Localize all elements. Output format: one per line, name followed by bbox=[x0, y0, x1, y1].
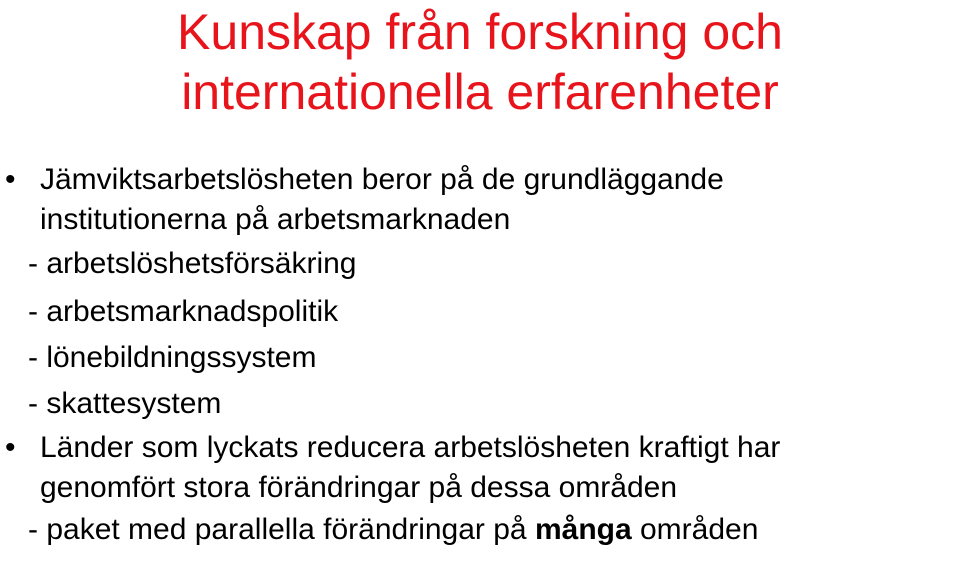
sub-item-1: - arbetslöshetsförsäkring bbox=[28, 247, 357, 280]
bullet-icon: • bbox=[5, 431, 16, 464]
bullet-item-1-text bbox=[40, 160, 960, 240]
bullet-icon: • bbox=[5, 163, 16, 196]
slide-body bbox=[0, 160, 960, 552]
bullet-item-1-line-2: institutionerna på arbetsmarknaden bbox=[40, 203, 511, 236]
sub-item-4: - skattesystem bbox=[28, 387, 222, 420]
final-sub-item bbox=[0, 508, 960, 552]
bullet-item-2-line-2: genomfört stora förändringar på dessa områden bbox=[40, 471, 678, 504]
slide-title bbox=[0, 0, 960, 122]
final-sub-item-emphasis: många bbox=[534, 513, 632, 546]
bullet-item-1 bbox=[0, 160, 960, 240]
bullet-item-2-line-1: Länder som lyckats reducera arbetslösheten kraftigt har bbox=[40, 431, 781, 464]
bullet-item-1-line-1: Jämviktsarbetslösheten beror på de grundläggande bbox=[40, 163, 724, 196]
sub-item-2: - arbetsmarknadspolitik bbox=[28, 295, 339, 328]
final-sub-item-prefix: - paket med parallella förändringar på bbox=[28, 513, 535, 546]
slide-title-line-2: internationella erfarenheter bbox=[181, 64, 779, 120]
bullet-item-2 bbox=[0, 428, 960, 508]
final-sub-item-suffix: områden bbox=[631, 513, 759, 546]
bullet-item-2-text bbox=[40, 428, 960, 508]
slide-title-line-1: Kunskap från forskning och bbox=[177, 4, 783, 60]
sub-item-3: - lönebildningssystem bbox=[28, 341, 317, 374]
